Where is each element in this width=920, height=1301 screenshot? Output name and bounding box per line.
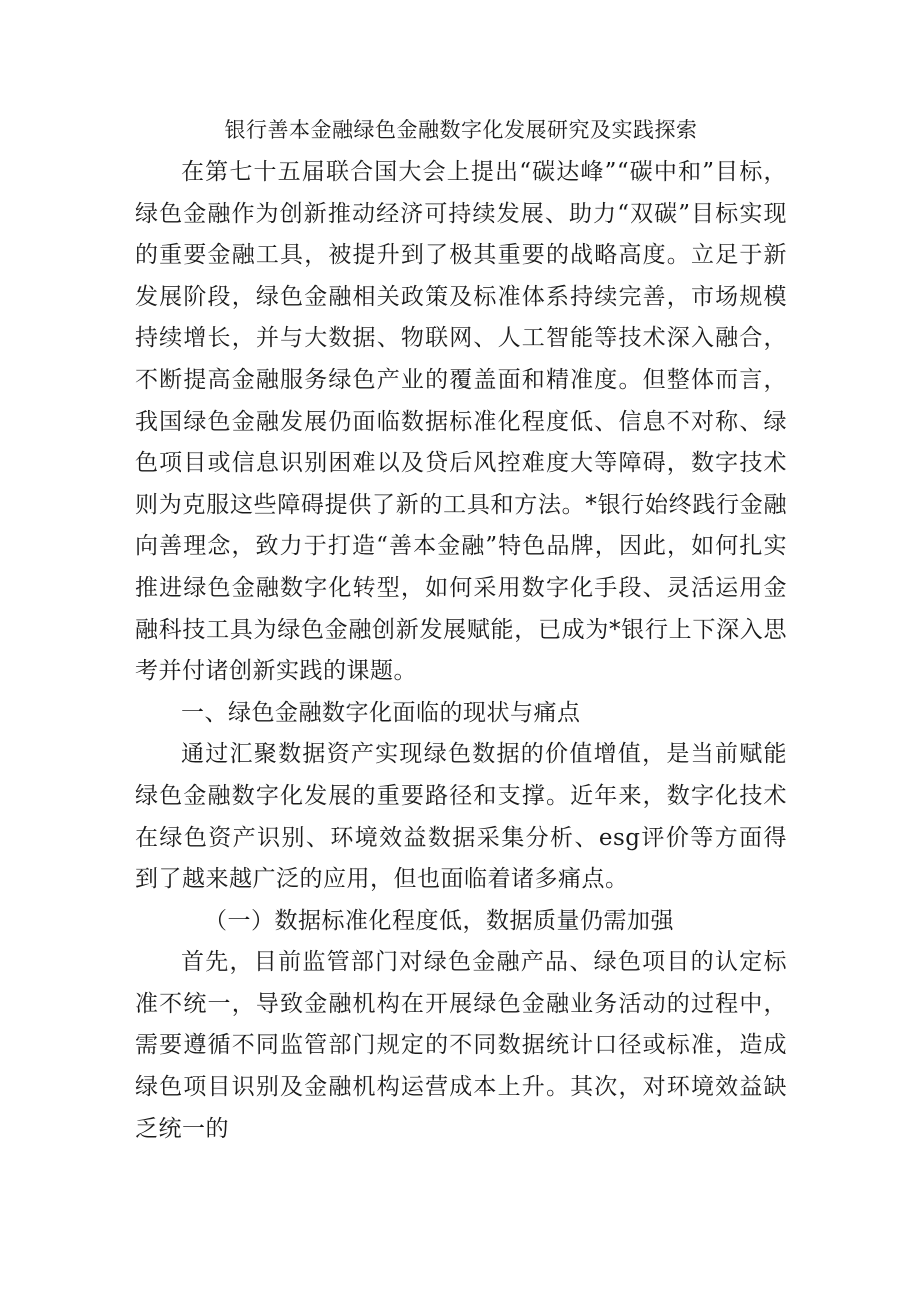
section-heading-1: 一、绿色金融数字化面临的现状与痛点: [181, 699, 581, 726]
section-1-paragraph: 通过汇聚数据资产实现绿色数据的价值增值，是当前赋能绿色金融数字化发展的重要路径和支撑。近年来，数字化技术在绿色资产识别、环境效益数据采集分析、esg评价等方面得到了越来越广泛的应用，但也面临着诸多痛点。: [135, 741, 787, 893]
subsection-1-paragraph: 首先，目前监管部门对绿色金融产品、绿色项目的认定标准不统一，导致金融机构在开展绿色金融业务活动的过程中，需要遵循不同监管部门规定的不同数据统计口径或标准，造成绿色项目识别及金融机构运营成本上升。其次，对环境效益缺乏统一的: [135, 949, 787, 1142]
document-body: [135, 112, 787, 1150]
document-title: 银行善本金融绿色金融数字化发展研究及实践探索: [224, 118, 698, 142]
subsection-heading-1: （一）数据标准化程度低，数据质量仍需加强: [204, 907, 674, 934]
intro-paragraph: 在第七十五届联合国大会上提出“碳达峰”“碳中和”目标，绿色金融作为创新推动经济可持续发展、助力“双碳”目标实现的重要金融工具，被提升到了极其重要的战略高度。立足于新发展阶段，绿色金融相关政策及标准体系持续完善，市场规模持续增长，并与大数据、物联网、人工智能等技术深入融合，不断提高金融服务绿色产业的覆盖面和精准度。但整体而言，我国绿色金融发展仍面临数据标准化程度低、信息不对称、绿色项目或信息识别困难以及贷后风控难度大等障碍，数字技术则为克服这些障碍提供了新的工具和方法。*银行始终践行金融向善理念，致力于打造“善本金融”特色品牌，因此，如何扎实推进绿色金融数字化转型，如何采用数字化手段、灵活运用金融科技工具为绿色金融创新发展赋能，已成为*银行上下深入思考并付诸创新实践的课题。: [135, 159, 787, 685]
